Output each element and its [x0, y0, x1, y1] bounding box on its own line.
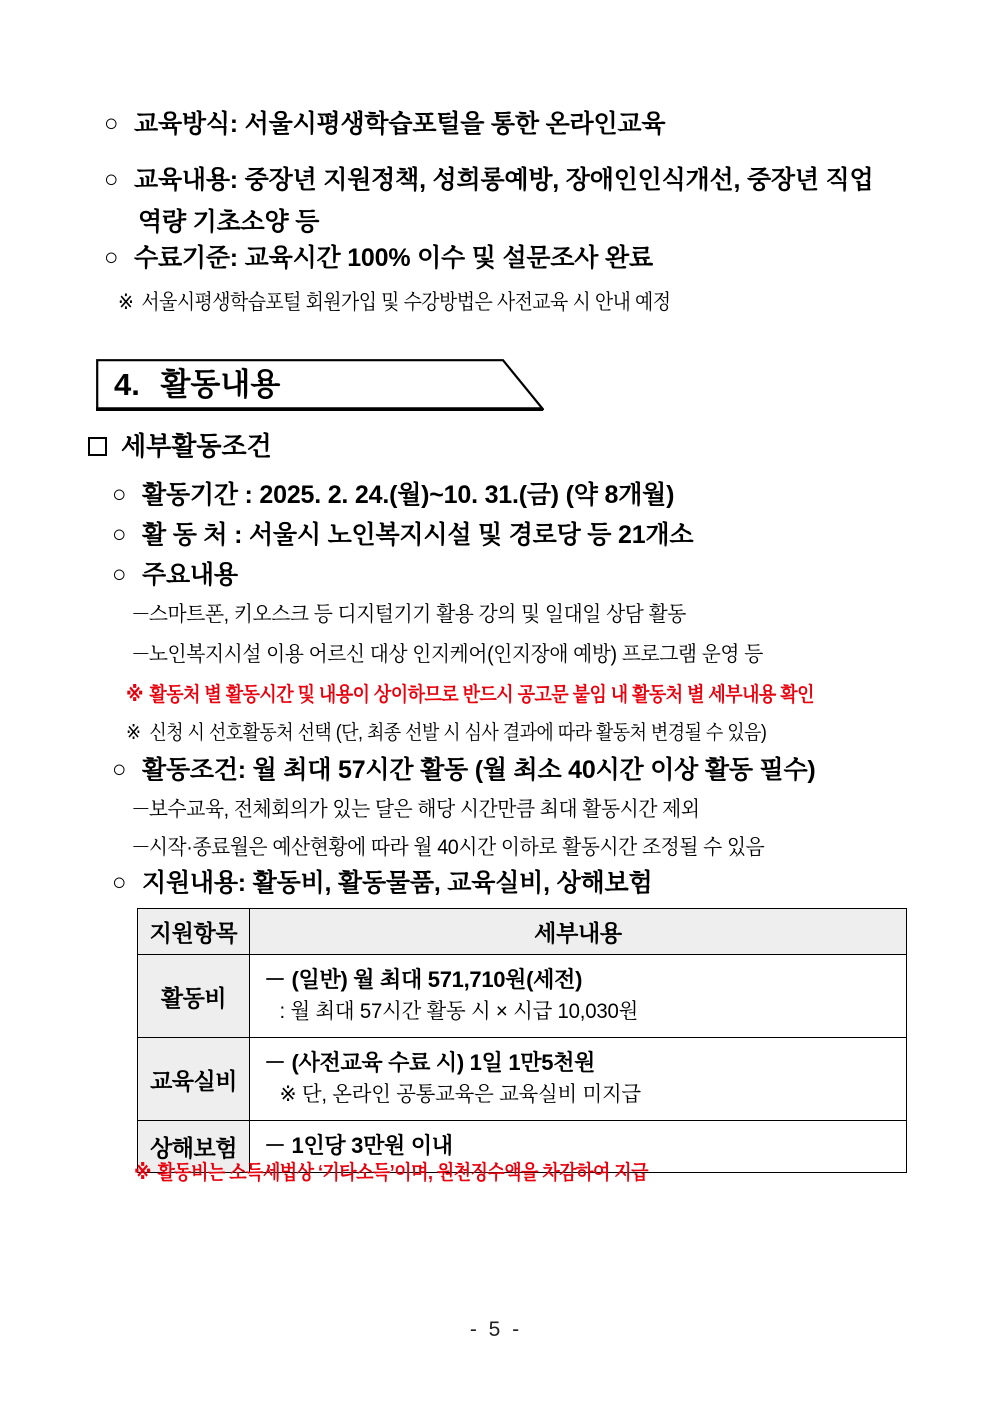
bullet-education-method: [104, 107, 665, 141]
circle-bullet-icon: ○: [112, 756, 127, 783]
activity-period-value: 2025. 2. 24.(월)~10. 31.(금) (약 8개월): [259, 481, 675, 509]
table-header-row: [138, 909, 907, 955]
subbullet-training-meeting-exclusion: [131, 795, 700, 825]
square-bullet-icon: [88, 437, 107, 456]
circle-bullet-icon: ○: [112, 869, 127, 896]
circle-bullet-icon: ○: [104, 166, 119, 193]
table-cell-detail-activity-fee: [250, 955, 907, 1038]
dash-bullet-icon: －: [131, 798, 151, 821]
bullet-completion-criteria: [104, 241, 653, 275]
section-banner: [96, 359, 544, 411]
subbullet-smartphone-kiosk: [131, 600, 686, 630]
activity-place-label: 활 동 처 :: [142, 521, 243, 549]
subsection-heading-label: 세부활동조건: [121, 431, 272, 461]
circle-bullet-icon: ○: [112, 481, 127, 508]
table-cell-label-activity-fee: 활동비: [138, 955, 250, 1038]
dash-bullet-icon: －: [131, 836, 151, 859]
reference-mark-icon: ※: [126, 722, 141, 744]
reference-mark-icon: ※: [126, 684, 143, 706]
note-activity-fee-tax: [134, 1158, 648, 1188]
subbullet-text: 스마트폰, 키오스크 등 디지털기기 활용 강의 및 일대일 상담 활동: [148, 603, 686, 626]
bullet-activity-condition: [112, 753, 816, 787]
circle-bullet-icon: ○: [112, 521, 127, 548]
bullet-activity-period: [112, 478, 674, 512]
activity-place-value: 서울시 노인복지시설 및 경로당 등 21개소: [248, 521, 694, 549]
table-cell-label-training-expense: 교육실비: [138, 1038, 250, 1121]
subbullet-start-end-month-adjust: [131, 833, 764, 863]
note-portal-signup: [118, 288, 670, 318]
circle-bullet-icon: ○: [104, 244, 119, 271]
bullet-support-content: [112, 866, 652, 900]
note-check-attachment-details: [126, 680, 814, 710]
bullet-education-content-continuation: 역량 기초소양 등: [138, 208, 320, 236]
cell-line-primary: － (사전교육 수료 시) 1일 1만5천원: [264, 1050, 596, 1075]
activity-period-label: 활동기간 :: [142, 481, 253, 509]
table-header-item: 지원항목: [138, 909, 250, 955]
circle-bullet-icon: ○: [104, 110, 119, 137]
bullet-text: 교육내용: 중장년 지원정책, 성희롱예방, 장애인인식개선, 중장년 직업: [134, 166, 874, 194]
dash-bullet-icon: －: [131, 643, 151, 666]
table-row: [138, 1038, 907, 1121]
cell-line-secondary: ※ 단, 온라인 공통교육은 교육실비 미지급: [279, 1083, 641, 1106]
cell-line-primary: － (일반) 월 최대 571,710원(세전): [264, 967, 583, 992]
subbullet-text: 보수교육, 전체회의가 있는 달은 해당 시간만큼 최대 활동시간 제외: [148, 798, 700, 821]
table-cell-detail-training-expense: [250, 1038, 907, 1121]
subsection-heading-detail-conditions: [88, 429, 272, 463]
subbullet-cognitive-care: [131, 640, 763, 670]
section-title: [114, 365, 280, 405]
subbullet-text: 노인복지시설 이용 어르신 대상 인지케어(인지장애 예방) 프로그램 운영 등: [148, 643, 763, 666]
bullet-text: 교육방식: 서울시평생학습포털을 통한 온라인교육: [134, 110, 666, 138]
circle-bullet-icon: ○: [112, 561, 127, 588]
activity-place-line: [142, 518, 693, 552]
bullet-text: 주요내용: [142, 561, 238, 589]
note-text: 서울시평생학습포털 회원가입 및 수강방법은 사전교육 시 안내 예정: [141, 291, 671, 314]
subbullet-text: 시작·종료월은 예산현황에 따라 월 40시간 이하로 활동시간 조정될 수 있음: [148, 836, 765, 859]
note-preferred-place-selection: [126, 718, 766, 748]
bullet-text: 수료기준: 교육시간 100% 이수 및 설문조사 완료: [134, 244, 653, 272]
bullet-education-content: [104, 163, 873, 197]
table-row: [138, 955, 907, 1038]
activity-period-line: [142, 478, 674, 512]
dash-bullet-icon: －: [131, 603, 151, 626]
page-number: - 5 -: [469, 1318, 523, 1341]
bullet-activity-place: [112, 518, 693, 552]
table-cell-label-accident-insurance: 상해보험: [138, 1121, 250, 1173]
cell-line-secondary: : 월 최대 57시간 활동 시 × 시급 10,030원: [279, 1000, 639, 1023]
support-details-table: [137, 908, 907, 1173]
bullet-main-content-heading: [112, 558, 238, 592]
bullet-text: 지원내용: 활동비, 활동물품, 교육실비, 상해보험: [142, 869, 653, 897]
note-text: 활동비는 소득세법상 ‘기타소득’이며, 원천징수액을 차감하여 지급: [157, 1162, 648, 1184]
reference-mark-icon: ※: [118, 291, 134, 314]
cell-line-primary: － 1인당 3만원 이내: [264, 1133, 453, 1158]
reference-mark-icon: ※: [134, 1162, 151, 1184]
note-text: 신청 시 선호활동처 선택 (단, 최종 선발 시 심사 결과에 따라 활동처 변경될 수 있음): [149, 722, 767, 744]
table-header-detail: 세부내용: [250, 909, 907, 955]
section-number: 4.: [114, 367, 140, 402]
section-title-text: 활동내용: [160, 367, 281, 402]
bullet-text: 활동조건: 월 최대 57시간 활동 (월 최소 40시간 이상 활동 필수): [142, 756, 816, 784]
note-text: 활동처 별 활동시간 및 내용이 상이하므로 반드시 공고문 붙임 내 활동처 별 세부내용 확인: [149, 684, 814, 706]
